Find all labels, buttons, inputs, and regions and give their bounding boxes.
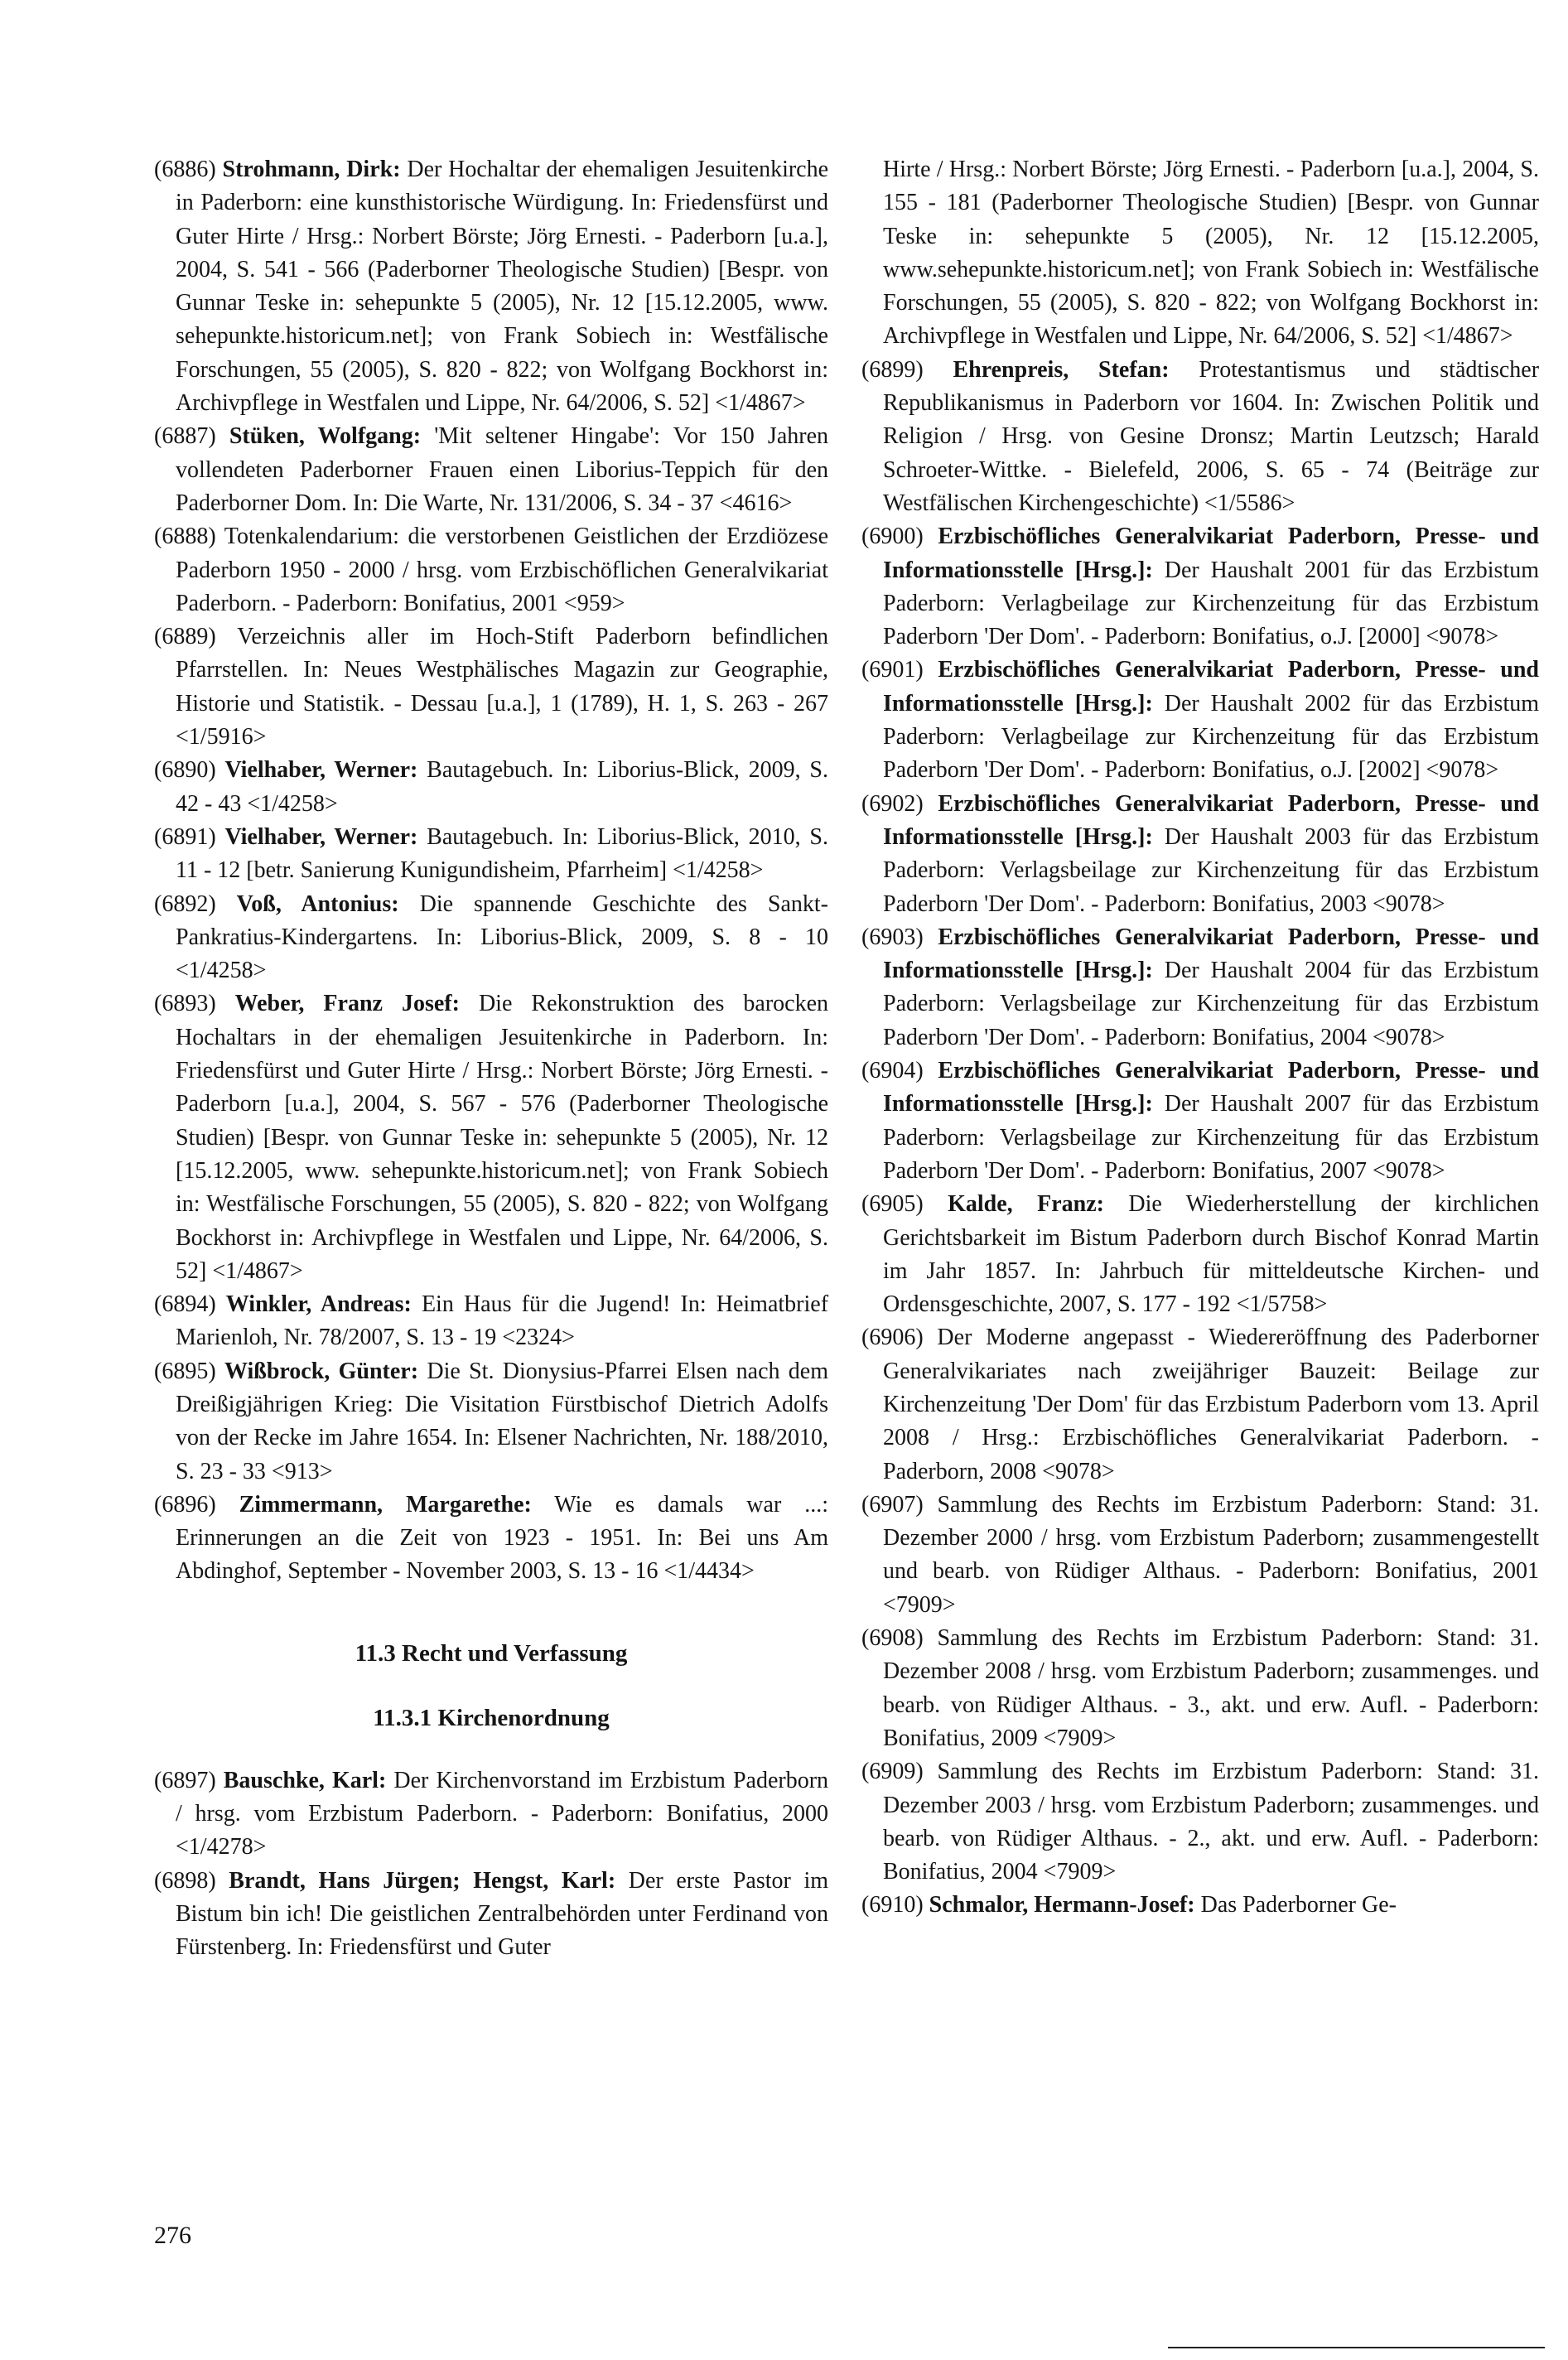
entry-6898-continued: Hirte / Hrsg.: Norbert Börste; Jörg Ernesti. - Paderborn [u.a.], 2004, S. 155 - 181 (Paderborner Theologische Studien) [Bespr. von Gunnar Teske in: sehepunkte 5 (2005), Nr. 12 [15.12.2005, www.sehepunkte.historicum.net]; von Frank Sobiech in: Westfälische Forschungen, 55 (2005), S. 820 - 822; von Wolfgang Bockhorst in: Archivpflege in Westfalen und Lippe, Nr. 64/2006, S. 52] <1/4867> [883,157,1539,350]
entry-6889 [154,620,828,754]
entry-6909 [861,1755,1539,1889]
entry-6905 [861,1188,1539,1321]
entry-6899 [861,354,1539,520]
entry-number: (6907) [861,1491,924,1518]
entry-text: Sammlung des Rechts im Erzbistum Paderborn: Stand: 31. Dezember 2008 / hrsg. vom Erzbistum Paderborn; zusammenges. und bearb. von Rüdiger Althaus. - 3., akt. und erw. Aufl. - Paderborn: Bonifatius, 2009 <7909> [883,1625,1540,1751]
entry-number: (6896) [154,1491,216,1518]
entry-text: Bautagebuch. In: Liborius-Blick, 2009, S. 42 - 43 <1/4258> [176,757,828,817]
entry-number: (6902) [861,790,924,817]
entry-author: Erzbischöfliches Generalvikariat Paderborn, Presse- und Informationsstelle [Hrsg.]: [883,524,1540,583]
entry-text: Sammlung des Rechts im Erzbistum Paderborn: Stand: 31. Dezember 2003 / hrsg. vom Erzbistum Paderborn; zusammenges. und bearb. von Rüdiger Althaus. - 2., akt. und erw. Aufl. - Paderborn: Bonifatius, 2004 <7909> [883,1759,1540,1885]
entry-6893 [154,987,828,1288]
entry-text: Der erste Pastor im Bistum bin ich! Die geistlichen Zentralbehörden unter Ferdinand von Fürstenberg. In: Friedensfürst und Guter [176,1867,828,1961]
entry-text: Der Hochaltar der ehemaligen Jesuitenkirche in Paderborn: eine kunsthistorische Würdigung. In: Friedensfürst und Guter Hirte / Hrsg.: Norbert Börste; Jörg Ernesti. - Paderborn [u.a.], 2004, S. 541 - 566 (Paderborner Theologische Studien) [Bespr. von Gunnar Teske in: sehepunkte 5 (2005), Nr. 12 [15.12.2005, www. sehepunkte.historicum.net]; von Frank Sobiech in: Westfälische Forschungen, 55 (2005), S. 820 - 822; von Wolfgang Bockhorst in: Archivpflege in Westfalen und Lippe, Nr. 64/2006, S. 52] <1/4867> [176,157,829,417]
entry-text: Der Haushalt 2002 für das Erzbistum Paderborn: Verlagbeilage zur Kirchenzeitung für das Erzbistum Paderborn 'Der Dom'. - Paderborn: Bonifatius, o.J. [2002] <9078> [883,690,1540,784]
entry-author: Brandt, Hans Jürgen; Hengst, Karl: [229,1867,616,1894]
entry-text: Protestantismus und städtischer Republikanismus in Paderborn vor 1604. In: Zwischen Politik und Religion / Hrsg. von Gesine Dronsz; Martin Leutzsch; Harald Schroeter-Wittke. - Bielefeld, 2006, S. 65 - 74 (Beiträge zur Westfälischen Kirchengeschichte) <1/5586> [883,356,1540,516]
entry-author: Kalde, Franz: [948,1191,1104,1218]
entry-6903 [861,921,1539,1055]
entry-author: Voß, Antonius: [236,890,399,917]
entry-text: Die Rekonstruktion des barocken Hochaltars in der ehemaligen Jesuitenkirche in Paderborn. In: Friedensfürst und Guter Hirte / Hrsg.: Norbert Börste; Jörg Ernesti. - Paderborn [u.a.], 2004, S. 567 - 576 (Paderborner Theologische Studien) [Bespr. von Gunnar Teske in: sehepunkte 5 (2005), Nr. 12 [15.12.2005, www. sehepunkte.historicum.net]; von Frank Sobiech in: Westfälische Forschungen, 55 (2005), S. 820 - 822; von Wolfgang Bockhorst in: Archivpflege in Westfalen und Lippe, Nr. 64/2006, S. 52] <1/4867> [176,991,829,1284]
entry-6898 [154,1865,828,1965]
entry-6897 [154,1764,828,1865]
entry-number: (6886) [154,157,216,182]
entry-text: Die St. Dionysius-Pfarrei Elsen nach dem Dreißigjährigen Krieg: Die Visitation Fürstbischof Dietrich Adolfs von der Recke im Jahre 1654. In: Elsener Nachrichten, Nr. 188/2010, S. 23 - 33 <913> [176,1358,829,1484]
entry-6901 [861,654,1539,787]
entry-number: (6906) [861,1325,924,1351]
entry-author: Stüken, Wolfgang: [229,423,422,450]
right-column [861,153,1539,1923]
page-number: 276 [154,2222,191,2249]
entry-6904 [861,1055,1539,1188]
entry-author: Erzbischöfliches Generalvikariat Paderborn, Presse- und Informationsstelle [Hrsg.]: [883,1058,1540,1117]
entry-author: Vielhaber, Werner: [224,757,418,784]
entry-text: 'Mit seltener Hingabe': Vor 150 Jahren vollendeten Paderborner Frauen einen Liborius-Teppich für den Paderborner Dom. In: Die Warte, Nr. 131/2006, S. 34 - 37 <4616> [176,423,829,516]
entry-text: Sammlung des Rechts im Erzbistum Paderborn: Stand: 31. Dezember 2000 / hrsg. vom Erzbistum Paderborn; zusammengestellt und bearb. von Rüdiger Althaus. - Paderborn: Bonifatius, 2001 <7909> [883,1491,1540,1618]
entry-6894 [154,1288,828,1355]
entry-6895 [154,1355,828,1489]
entry-6902 [861,788,1539,921]
entry-text: Der Haushalt 2004 für das Erzbistum Paderborn: Verlagsbeilage zur Kirchenzeitung für das Erzbistum Paderborn 'Der Dom'. - Paderborn: Bonifatius, 2004 <9078> [883,958,1540,1050]
entry-6910 [861,1889,1539,1922]
entry-number: (6900) [861,524,924,550]
entry-6890 [154,754,828,821]
entry-6900 [861,520,1539,654]
entry-author: Weber, Franz Josef: [234,991,460,1017]
left-column [154,153,828,1965]
entry-number: (6887) [154,423,216,450]
entry-author: Ehrenpreis, Stefan: [953,356,1170,383]
entry-text: Der Moderne angepasst - Wiedereröffnung des Paderborner Generalvikariates nach zweijähriger Bauzeit: Beilage zur Kirchenzeitung 'Der Dom' für das Erzbistum Paderborn vom 13. April 2008 / Hrsg.: Erzbischöfliches Generalvikariat Paderborn. - Paderborn, 2008 <9078> [883,1325,1539,1484]
entry-text: Bautagebuch. In: Liborius-Blick, 2010, S. 11 - 12 [betr. Sanierung Kunigundisheim, Pfarrheim] <1/4258> [176,823,828,884]
entry-6888 [154,520,828,620]
entry-text: Ein Haus für die Jugend! In: Heimatbrief Marienloh, Nr. 78/2007, S. 13 - 19 <2324> [176,1291,829,1351]
entry-6891 [154,821,828,888]
entry-author: Erzbischöfliches Generalvikariat Paderborn, Presse- und Informationsstelle [Hrsg.]: [883,790,1540,850]
entry-text: Die Wiederherstellung der kirchlichen Gerichtsbarkeit im Bistum Paderborn durch Bischof Konrad Martin im Jahr 1857. In: Jahrbuch für mitteldeutsche Kirchen- und Ordensgeschichte, 2007, S. 177 - 192 <1/5758> [883,1191,1539,1318]
entry-number: (6893) [154,991,216,1017]
entry-number: (6894) [154,1291,216,1318]
entry-author: Zimmermann, Margarethe: [239,1491,532,1518]
footer-rule [1168,2347,1545,2348]
entry-number: (6892) [154,890,216,917]
entry-text: Das Paderborner Ge- [1200,1892,1397,1918]
entry-number: (6901) [861,657,924,683]
entry-number: (6890) [154,757,216,784]
entry-number: (6910) [861,1892,924,1918]
entry-author: Erzbischöfliches Generalvikariat Paderborn, Presse- und Informationsstelle [Hrsg.]: [883,657,1540,717]
entry-number: (6897) [154,1767,216,1793]
entry-number: (6898) [154,1867,216,1894]
entry-number: (6899) [861,356,924,383]
entry-author: Winkler, Andreas: [225,1291,412,1318]
entry-text: Der Haushalt 2007 für das Erzbistum Paderborn: Verlagsbeilage zur Kirchenzeitung für das Erzbistum Paderborn 'Der Dom'. - Paderborn: Bonifatius, 2007 <9078> [883,1091,1540,1184]
entry-text: Die spannende Geschichte des Sankt-Pankratius-Kindergartens. In: Liborius-Blick, 2009, S. 8 - 10 <1/4258> [176,890,828,984]
entry-author: Wißbrock, Günter: [224,1358,419,1384]
entry-number: (6888) [154,524,216,550]
entry-number: (6891) [154,823,216,850]
entry-number: (6909) [861,1759,924,1785]
entry-author: Vielhaber, Werner: [224,823,418,850]
entry-6892 [154,888,828,988]
entry-number: (6905) [861,1191,924,1218]
entry-6896 [154,1489,828,1589]
entry-6906 [861,1321,1539,1488]
entry-number: (6889) [154,624,216,650]
entry-6907 [861,1489,1539,1622]
entry-number: (6904) [861,1058,924,1084]
entry-text: Der Haushalt 2003 für das Erzbistum Paderborn: Verlagsbeilage zur Kirchenzeitung für das Erzbistum Paderborn 'Der Dom'. - Paderborn: Bonifatius, 2003 <9078> [883,823,1540,917]
entry-number: (6908) [861,1625,924,1652]
entry-text: Der Kirchenvorstand im Erzbistum Paderborn / hrsg. vom Erzbistum Paderborn. - Paderborn: Bonifatius, 2000 <1/4278> [176,1767,829,1860]
entry-number: (6895) [154,1358,216,1384]
entry-author: Schmalor, Hermann-Josef: [929,1892,1195,1918]
subsection-heading: 11.3.1 Kirchenordnung [373,1704,610,1731]
entry-6886 [154,153,828,420]
entry-text: Der Haushalt 2001 für das Erzbistum Paderborn: Verlagbeilage zur Kirchenzeitung für das Erzbistum Paderborn 'Der Dom'. - Paderborn: Bonifatius, o.J. [2000] <9078> [883,557,1540,650]
entry-author: Erzbischöfliches Generalvikariat Paderborn, Presse- und Informationsstelle [Hrsg.]: [883,924,1540,984]
entry-text: Verzeichnis aller im Hoch-Stift Paderborn befindlichen Pfarrstellen. In: Neues Westphälisches Magazin zur Geographie, Historie und Statistik. - Dessau [u.a.], 1 (1789), H. 1, S. 263 - 267 <1/5916> [176,624,828,750]
entry-number: (6903) [861,924,924,950]
entry-author: Strohmann, Dirk: [222,157,401,182]
entry-text: Wie es damals war ...: Erinnerungen an die Zeit von 1923 - 1951. In: Bei uns Am Abdinghof, September - November 2003, S. 13 - 16 <1/4434> [176,1491,829,1585]
section-heading: 11.3 Recht und Verfassung [355,1639,628,1667]
entry-text: Totenkalendarium: die verstorbenen Geistlichen der Erzdiözese Paderborn 1950 - 2000 / hrsg. vom Erzbischöflichen Generalvikariat Paderborn. - Paderborn: Bonifatius, 2001 <959> [176,524,828,616]
entry-author: Bauschke, Karl: [223,1767,387,1793]
entry-6908 [861,1622,1539,1755]
entry-6887 [154,420,828,520]
